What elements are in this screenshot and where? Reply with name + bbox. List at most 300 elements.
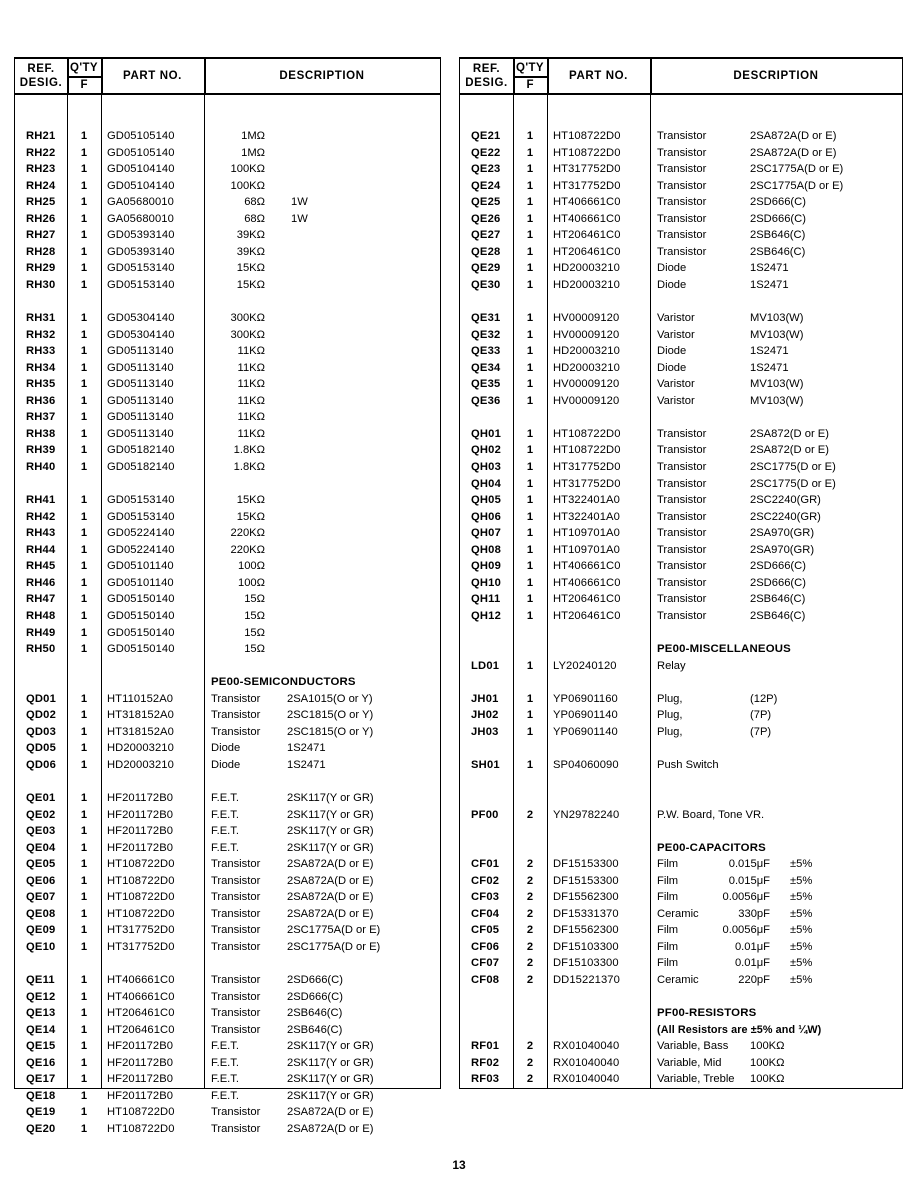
cell-ref-desig: QH11 <box>471 593 501 606</box>
cell-part-no: HT206461C0 <box>107 1007 175 1020</box>
table-row <box>15 873 440 890</box>
spacer-row <box>460 625 902 642</box>
cell-desc-detail: 2SB646(C) <box>287 1007 343 1020</box>
cell-desc-value: 220KΩ <box>230 527 265 540</box>
cell-ref-desig: QD01 <box>26 692 57 705</box>
table-row <box>15 591 440 608</box>
cell-desc-value: 100Ω <box>237 576 265 589</box>
cell-desc-type: Diode <box>657 262 687 275</box>
cell-desc-type: Ceramic <box>657 907 699 920</box>
cell-ref-desig: RH50 <box>26 643 56 656</box>
cell-ref-desig: RH44 <box>26 543 56 556</box>
cell-desc-detail: 1S2471 <box>287 758 326 771</box>
spacer-row <box>15 112 440 129</box>
cell-desc-value: 39KΩ <box>236 229 265 242</box>
cell-ref-desig: RH27 <box>26 229 56 242</box>
cell-desc-type: Variable, Mid <box>657 1056 722 1069</box>
cell-desc-value: 11KΩ <box>237 394 265 407</box>
column-header-ref-desig <box>460 59 513 93</box>
cell-qty: 1 <box>80 973 88 986</box>
cell-ref-desig: QE20 <box>26 1122 56 1135</box>
cell-ref-desig: RH37 <box>26 411 56 424</box>
table-row <box>15 1022 440 1039</box>
table-row <box>15 409 440 426</box>
table-row <box>15 459 440 476</box>
cell-desc-type: Film <box>657 957 679 970</box>
cell-ref-desig: RH24 <box>26 179 56 192</box>
table-row <box>460 1071 902 1088</box>
cell-qty: 1 <box>526 361 534 374</box>
cell-part-no: HT108722D0 <box>553 130 621 143</box>
table-row <box>15 310 440 327</box>
cell-desc-value: 15KΩ <box>236 279 265 292</box>
cell-desc-value: 15KΩ <box>236 510 265 523</box>
cell-desc-detail: 2SA872A(D or E) <box>287 874 374 887</box>
cell-desc-type: F.E.T. <box>211 1073 239 1086</box>
cell-ref-desig: RH35 <box>26 378 56 391</box>
table-row <box>15 1038 440 1055</box>
cell-ref-desig: CF06 <box>471 940 500 953</box>
cell-qty: 1 <box>526 709 534 722</box>
table-row <box>460 244 902 261</box>
cell-desc-detail: 2SK117(Y or GR) <box>287 791 374 804</box>
table-row <box>15 1005 440 1022</box>
cell-desc-type: Plug, <box>657 692 683 705</box>
cell-qty: 1 <box>526 477 534 490</box>
cell-ref-desig: QE06 <box>26 874 56 887</box>
cell-desc-type: Plug, <box>657 709 683 722</box>
cell-part-no: GD05150140 <box>107 643 175 656</box>
cell-desc-value: 15Ω <box>244 626 265 639</box>
cell-qty: 1 <box>80 593 88 606</box>
cell-ref-desig: QE14 <box>26 1023 56 1036</box>
cell-ref-desig: RH36 <box>26 394 56 407</box>
cell-part-no: GD05153140 <box>107 262 175 275</box>
cell-part-no: HD20003210 <box>553 262 620 275</box>
cell-desc-extra: ±5% <box>790 891 813 904</box>
cell-ref-desig: CF04 <box>471 907 500 920</box>
table-row <box>15 625 440 642</box>
cell-desc-type: Transistor <box>211 858 261 871</box>
cell-ref-desig: RH46 <box>26 576 56 589</box>
spacer-row <box>15 658 440 675</box>
cell-qty: 1 <box>526 196 534 209</box>
cell-ref-desig: QH03 <box>471 461 502 474</box>
cell-ref-desig: RH49 <box>26 626 56 639</box>
cell-ref-desig: QE33 <box>471 345 501 358</box>
cell-ref-desig: CF05 <box>471 924 500 937</box>
cell-desc-detail: 100KΩ <box>750 1040 785 1053</box>
cell-desc-extra: ±5% <box>790 973 813 986</box>
cell-desc-type: Transistor <box>211 1007 261 1020</box>
cell-part-no: HF201172B0 <box>107 841 174 854</box>
cell-ref-desig: QH04 <box>471 477 502 490</box>
cell-qty: 1 <box>80 1106 88 1119</box>
spacer-row <box>460 790 902 807</box>
cell-desc-extra: ±5% <box>790 907 813 920</box>
cell-qty: 1 <box>80 146 88 159</box>
cell-ref-desig: JH02 <box>471 709 499 722</box>
cell-desc-type: Diode <box>657 279 687 292</box>
spacer-row <box>460 740 902 757</box>
cell-part-no: GD05224140 <box>107 527 175 540</box>
cell-part-no: GD05182140 <box>107 444 175 457</box>
column-header-qty: Q'TY <box>516 61 544 74</box>
cell-desc-value: 220pF <box>738 973 770 986</box>
cell-desc-value: 300KΩ <box>230 328 265 341</box>
cell-ref-desig: RF02 <box>471 1056 500 1069</box>
cell-desc-detail: 1S2471 <box>750 279 789 292</box>
cell-qty: 1 <box>80 345 88 358</box>
cell-ref-desig: RH30 <box>26 279 56 292</box>
cell-qty: 2 <box>526 874 534 887</box>
cell-part-no: RX01040040 <box>553 1073 620 1086</box>
ref-desig-line-1: REF. <box>472 62 501 75</box>
cell-part-no: HT108722D0 <box>107 907 175 920</box>
cell-desc-type: Transistor <box>211 709 261 722</box>
cell-desc-type: Diode <box>657 361 687 374</box>
cell-desc-value: 68Ω <box>244 196 265 209</box>
cell-desc-type: F.E.T. <box>211 841 239 854</box>
cell-part-no: HT406661C0 <box>553 212 621 225</box>
cell-ref-desig: QH09 <box>471 560 502 573</box>
cell-desc-detail: MV103(W) <box>750 328 804 341</box>
table-row <box>460 707 902 724</box>
cell-desc-detail: 2SB646(C) <box>750 245 806 258</box>
table-row <box>460 211 902 228</box>
cell-desc-extra: ±5% <box>790 858 813 871</box>
cell-part-no: GD05393140 <box>107 245 175 258</box>
cell-qty: 2 <box>526 957 534 970</box>
cell-qty: 1 <box>80 1007 88 1020</box>
cell-desc-type: F.E.T. <box>211 808 239 821</box>
table-row <box>15 939 440 956</box>
section-row <box>460 1022 902 1039</box>
cell-qty: 2 <box>526 1040 534 1053</box>
cell-desc-type: Film <box>657 891 679 904</box>
table-row <box>15 128 440 145</box>
table-row <box>15 426 440 443</box>
cell-ref-desig: QH05 <box>471 494 502 507</box>
cell-ref-desig: QH07 <box>471 527 502 540</box>
column-header-qty-f: F <box>80 78 88 91</box>
cell-part-no: GD05304140 <box>107 312 175 325</box>
table-row <box>15 972 440 989</box>
cell-part-no: HT206461C0 <box>553 593 621 606</box>
cell-ref-desig: QE30 <box>471 279 501 292</box>
table-row <box>460 376 902 393</box>
cell-desc-type: F.E.T. <box>211 1089 239 1102</box>
column-header-part-no: PART NO. <box>123 70 182 82</box>
cell-desc-detail: 2SK117(Y or GR) <box>287 1073 374 1086</box>
cell-part-no: HT317752D0 <box>553 477 621 490</box>
cell-part-no: SP04060090 <box>553 758 619 771</box>
cell-qty: 1 <box>526 593 534 606</box>
cell-desc-detail: 100KΩ <box>750 1073 785 1086</box>
cell-part-no: GD05150140 <box>107 609 175 622</box>
cell-qty: 1 <box>526 510 534 523</box>
cell-desc-type: Varistor <box>657 312 695 325</box>
cell-part-no: GD05150140 <box>107 593 175 606</box>
cell-qty: 1 <box>526 461 534 474</box>
cell-part-no: GD05153140 <box>107 510 175 523</box>
column-header-description: DESCRIPTION <box>733 70 819 82</box>
table-row <box>15 244 440 261</box>
section-row <box>460 840 902 857</box>
cell-part-no: HT317752D0 <box>553 163 621 176</box>
cell-qty: 1 <box>80 1089 88 1102</box>
cell-part-no: DF15562300 <box>553 924 619 937</box>
cell-desc-detail: (12P) <box>750 692 778 705</box>
cell-desc-detail: 2SK117(Y or GR) <box>287 808 374 821</box>
cell-part-no: HT108722D0 <box>553 146 621 159</box>
table-row <box>460 922 902 939</box>
table-row <box>460 393 902 410</box>
cell-desc-value: 15Ω <box>244 643 265 656</box>
spacer-row <box>460 112 902 129</box>
cell-ref-desig: QE21 <box>471 130 501 143</box>
cell-desc-type: Transistor <box>211 1122 261 1135</box>
cell-desc-extra: ±5% <box>790 957 813 970</box>
cell-part-no: HT406661C0 <box>553 576 621 589</box>
cell-part-no: GD05153140 <box>107 279 175 292</box>
cell-part-no: HT317752D0 <box>107 924 175 937</box>
cell-desc-type: Transistor <box>657 560 707 573</box>
cell-desc-detail: 2SK117(Y or GR) <box>287 1089 374 1102</box>
cell-desc-type: Film <box>657 858 679 871</box>
cell-desc-detail: 2SA970(GR) <box>750 527 815 540</box>
cell-qty: 1 <box>526 725 534 738</box>
table-row <box>460 459 902 476</box>
cell-desc-value: 1.8KΩ <box>233 444 265 457</box>
cell-part-no: HT108722D0 <box>107 891 175 904</box>
cell-desc-value: 100Ω <box>237 560 265 573</box>
section-heading: PF00-RESISTORS <box>657 1007 757 1020</box>
cell-desc-type: Transistor <box>657 510 707 523</box>
cell-desc-type: Transistor <box>657 576 707 589</box>
cell-qty: 1 <box>80 560 88 573</box>
table-row <box>15 558 440 575</box>
cell-qty: 1 <box>80 179 88 192</box>
cell-desc-type: Transistor <box>211 940 261 953</box>
cell-ref-desig: QE23 <box>471 163 501 176</box>
table-row <box>460 1055 902 1072</box>
cell-qty: 1 <box>80 841 88 854</box>
cell-desc-type: Push Switch <box>657 758 719 771</box>
cell-desc-type: Transistor <box>657 179 707 192</box>
table-row <box>460 873 902 890</box>
cell-part-no: HT317752D0 <box>553 461 621 474</box>
cell-ref-desig: QE35 <box>471 378 501 391</box>
cell-desc-type: Transistor <box>211 973 261 986</box>
cell-desc-type: Transistor <box>211 692 261 705</box>
column-header-description: DESCRIPTION <box>279 70 365 82</box>
cell-ref-desig: QH10 <box>471 576 502 589</box>
cell-ref-desig: QE07 <box>26 891 56 904</box>
cell-desc-type: Transistor <box>657 593 707 606</box>
table-row <box>15 277 440 294</box>
cell-ref-desig: CF03 <box>471 891 500 904</box>
cell-desc-extra: 1W <box>291 212 308 225</box>
cell-part-no: YN29782240 <box>553 808 620 821</box>
cell-part-no: DF15103300 <box>553 957 619 970</box>
table-row <box>15 442 440 459</box>
spacer-row <box>460 294 902 311</box>
cell-ref-desig: RH42 <box>26 510 56 523</box>
spacer-row <box>460 989 902 1006</box>
cell-ref-desig: RH32 <box>26 328 56 341</box>
cell-part-no: YP06901140 <box>553 725 618 738</box>
table-row <box>460 194 902 211</box>
cell-desc-detail: 2SA872A(D or E) <box>287 1106 374 1119</box>
cell-part-no: GD05150140 <box>107 626 175 639</box>
table-row <box>15 575 440 592</box>
cell-qty: 1 <box>80 940 88 953</box>
spacer-row <box>460 823 902 840</box>
cell-desc-value: 0.015μF <box>728 874 770 887</box>
cell-desc-detail: 2SA872A(D or E) <box>287 858 374 871</box>
cell-qty: 1 <box>80 196 88 209</box>
cell-ref-desig: RH34 <box>26 361 56 374</box>
cell-desc-detail: MV103(W) <box>750 312 804 325</box>
table-row <box>460 360 902 377</box>
cell-desc-value: 11KΩ <box>237 411 265 424</box>
cell-qty: 1 <box>526 229 534 242</box>
table-row <box>460 1038 902 1055</box>
cell-ref-desig: CF01 <box>471 858 500 871</box>
table-row <box>460 542 902 559</box>
cell-qty: 1 <box>80 1056 88 1069</box>
cell-desc-detail: 2SB646(C) <box>287 1023 343 1036</box>
cell-desc-detail: 2SC1815(O or Y) <box>287 709 374 722</box>
table-row <box>460 476 902 493</box>
cell-desc-value: 1MΩ <box>241 146 265 159</box>
cell-ref-desig: QH01 <box>471 427 502 440</box>
cell-qty: 1 <box>80 709 88 722</box>
cell-desc-detail: (7P) <box>750 725 772 738</box>
cell-desc-type: Transistor <box>657 163 707 176</box>
cell-desc-type: Transistor <box>657 146 707 159</box>
table-row <box>460 310 902 327</box>
cell-desc-type: Transistor <box>211 924 261 937</box>
cell-part-no: LY20240120 <box>553 659 617 672</box>
cell-part-no: HT206461C0 <box>107 1023 175 1036</box>
ref-desig-line-2: DESIG. <box>19 77 63 89</box>
cell-desc-type: Diode <box>657 345 687 358</box>
table-row <box>460 575 902 592</box>
cell-qty: 1 <box>526 146 534 159</box>
column-header-qty-f: F <box>526 78 534 91</box>
cell-desc-value: 39KΩ <box>236 245 265 258</box>
page-number: 13 <box>452 1158 466 1172</box>
cell-part-no: GD05113140 <box>107 361 174 374</box>
cell-qty: 2 <box>526 891 534 904</box>
cell-part-no: HV00009120 <box>553 312 620 325</box>
table-row <box>15 1071 440 1088</box>
cell-qty: 1 <box>526 527 534 540</box>
cell-ref-desig: QE01 <box>26 791 56 804</box>
cell-ref-desig: QE05 <box>26 858 56 871</box>
cell-part-no: HV00009120 <box>553 328 620 341</box>
cell-desc-detail: 2SA872A(D or E) <box>750 130 837 143</box>
cell-desc-value: 330pF <box>738 907 770 920</box>
cell-ref-desig: RH21 <box>26 130 56 143</box>
section-heading: PE00-MISCELLANEOUS <box>657 643 791 656</box>
table-row <box>15 360 440 377</box>
cell-part-no: GD05105140 <box>107 130 175 143</box>
table-row <box>460 128 902 145</box>
cell-desc-value: 0.01μF <box>734 957 770 970</box>
cell-qty: 1 <box>526 659 534 672</box>
table-row <box>460 178 902 195</box>
cell-ref-desig: QE13 <box>26 1007 56 1020</box>
table-row <box>15 509 440 526</box>
cell-desc-detail: 2SA872A(D or E) <box>287 891 374 904</box>
cell-qty: 1 <box>80 361 88 374</box>
table-row <box>15 227 440 244</box>
cell-desc-value: 15KΩ <box>236 262 265 275</box>
table-row <box>15 161 440 178</box>
cell-part-no: HT322401A0 <box>553 510 620 523</box>
cell-qty: 1 <box>526 262 534 275</box>
cell-ref-desig: QE29 <box>471 262 501 275</box>
cell-ref-desig: RH28 <box>26 245 56 258</box>
cell-ref-desig: QE24 <box>471 179 501 192</box>
table-header-right <box>460 59 902 95</box>
cell-qty: 1 <box>80 328 88 341</box>
spacer-row <box>15 773 440 790</box>
cell-qty: 1 <box>526 494 534 507</box>
cell-part-no: HD20003210 <box>553 279 620 292</box>
cell-desc-type: F.E.T. <box>211 1056 239 1069</box>
cell-ref-desig: QH08 <box>471 543 502 556</box>
cell-desc-value: 15KΩ <box>236 494 265 507</box>
cell-ref-desig: QD05 <box>26 742 57 755</box>
table-row <box>460 343 902 360</box>
cell-qty: 1 <box>80 1122 88 1135</box>
cell-qty: 1 <box>80 692 88 705</box>
cell-part-no: HD20003210 <box>107 758 174 771</box>
cell-qty: 1 <box>80 510 88 523</box>
spacer-row <box>460 773 902 790</box>
section-row <box>460 1005 902 1022</box>
cell-part-no: DF15103300 <box>553 940 619 953</box>
table-row <box>460 906 902 923</box>
cell-desc-value: 0.015μF <box>728 858 770 871</box>
cell-part-no: HT108722D0 <box>553 427 621 440</box>
cell-qty: 1 <box>80 874 88 887</box>
cell-qty: 1 <box>80 924 88 937</box>
cell-ref-desig: RF03 <box>471 1073 500 1086</box>
cell-qty: 1 <box>80 527 88 540</box>
cell-qty: 1 <box>80 1023 88 1036</box>
table-row <box>15 641 440 658</box>
cell-part-no: HT406661C0 <box>553 560 621 573</box>
table-row <box>15 856 440 873</box>
cell-desc-type: Relay <box>657 659 686 672</box>
cell-part-no: HT108722D0 <box>107 1106 175 1119</box>
cell-part-no: GD05393140 <box>107 229 175 242</box>
cell-desc-value: 0.01μF <box>734 940 770 953</box>
cell-part-no: HV00009120 <box>553 394 620 407</box>
cell-desc-type: Transistor <box>657 427 707 440</box>
cell-qty: 1 <box>526 444 534 457</box>
cell-desc-value: 11KΩ <box>237 361 265 374</box>
cell-desc-detail: 1S2471 <box>750 262 789 275</box>
cell-part-no: HT406661C0 <box>107 990 175 1003</box>
cell-desc-detail: 2SA872A(D or E) <box>750 146 837 159</box>
cell-part-no: DD15221370 <box>553 973 620 986</box>
